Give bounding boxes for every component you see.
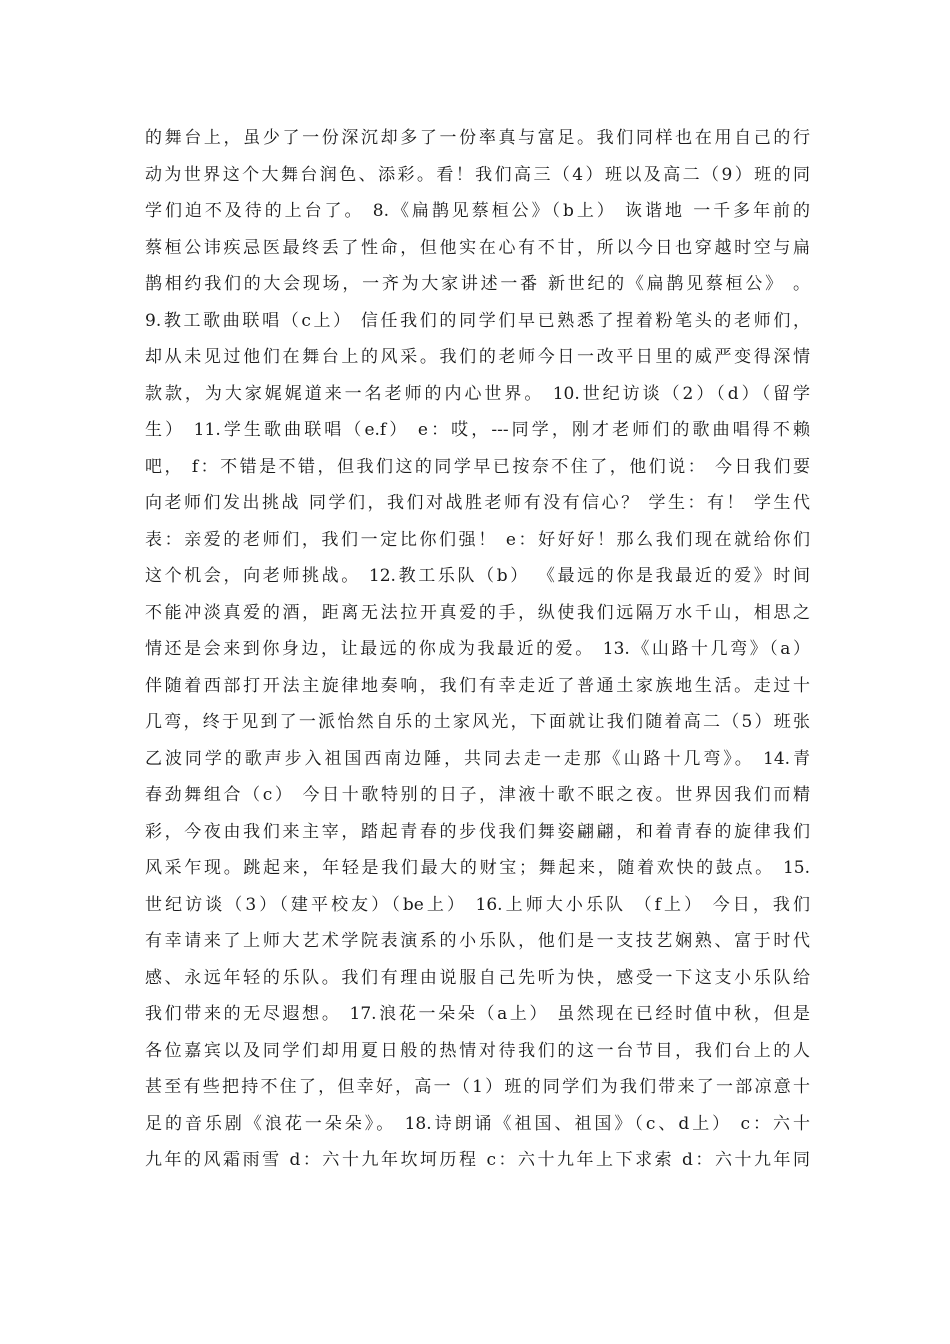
text-line: 蔡桓公讳疾忌医最终丢了性命，但他实在心有不甘，所以今日也穿越时空与扁: [145, 237, 810, 258]
text-line: 款款，为大家娓娓道来一名老师的内心世界。 10.世纪访谈（2）（d）（留学: [145, 383, 810, 404]
text-line: 的舞台上，虽少了一份深沉却多了一份率真与富足。我们同样也在用自己的行: [145, 128, 810, 148]
text-line: 世纪访谈（3）（建平校友）（be上） 16.上师大小乐队 （f上） 今日，我们: [145, 894, 810, 915]
text-line: 伴随着西部打开法主旋律地奏响，我们有幸走近了普通土家族地生活。走过十: [145, 675, 810, 696]
text-line: 春劲舞组合（c） 今日十歌特别的日子，津液十歌不眠之夜。世界因我们而精: [145, 785, 810, 805]
text-line: 感、永远年轻的乐队。我们有理由说服自己先听为快，感受一下这支小乐队给: [145, 967, 810, 988]
text-line: 吧， f：不错是不错，但我们这的同学早已按奈不住了，他们说： 今日我们要: [145, 456, 810, 477]
text-line: 表：亲爱的老师们，我们一定比你们强！ e：好好好！那么我们现在就给你们: [145, 529, 810, 550]
text-line: 乙波同学的歌声步入祖国西南边陲，共同去走一走那《山路十几弯》。 14.青: [145, 748, 810, 769]
text-line: 甚至有些把持不住了，但幸好，高一（1）班的同学们为我们带来了一部凉意十: [145, 1077, 810, 1097]
text-line: 各位嘉宾以及同学们却用夏日般的热情对待我们的这一台节目，我们台上的人: [145, 1040, 810, 1061]
text-line: 9.教工歌曲联唱（c上） 信任我们的同学们早已熟悉了捏着粉笔头的老师们，: [145, 310, 810, 331]
text-line: 九年的风霜雨雪 d：六十九年坎坷历程 c：六十九年上下求索 d：六十九年同: [145, 1150, 810, 1170]
text-line: 有幸请来了上师大艺术学院表演系的小乐队，他们是一支技艺娴熟、富于时代: [145, 931, 810, 951]
text-line: 彩，今夜由我们来主宰，踏起青春的步伐我们舞姿翩翩，和着青春的旋律我们: [145, 821, 810, 842]
text-line: 鹊相约我们的大会现场，一齐为大家讲述一番 新世纪的《扁鹊见蔡桓公》 。: [145, 274, 810, 294]
text-line: 几弯，终于见到了一派怡然自乐的土家风光，下面就让我们随着高二（5）班张: [145, 712, 810, 732]
text-line: 学们迫不及待的上台了。 8.《扁鹊见蔡桓公》（b上） 诙谐地 一千多年前的: [145, 201, 810, 221]
text-line: 不能冲淡真爱的酒，距离无法拉开真爱的手，纵使我们远隔万水千山，相思之: [145, 602, 810, 623]
text-line: 生） 11.学生歌曲联唱（e.f） e：哎，---同学，刚才老师们的歌曲唱得不赖: [145, 420, 810, 440]
text-line: 向老师们发出挑战 同学们，我们对战胜老师有没有信心？ 学生：有！ 学生代: [145, 493, 810, 513]
text-line: 却从未见过他们在舞台上的风采。我们的老师今日一改平日里的威严变得深情: [145, 347, 810, 367]
text-line: 风采乍现。跳起来，年轻是我们最大的财宝；舞起来，随着欢快的鼓点。 15.: [145, 858, 810, 878]
text-line: 情还是会来到你身边，让最远的你成为我最近的爱。 13.《山路十几弯》（a）: [145, 639, 810, 659]
text-line: 足的音乐剧《浪花一朵朵》。 18.诗朗诵《祖国、祖国》（c、d上） c：六十: [145, 1113, 810, 1134]
text-line: 我们带来的无尽遐想。 17.浪花一朵朵（a上） 虽然现在已经时值中秋，但是: [145, 1004, 810, 1024]
body-text: [145, 120, 810, 1179]
text-line: 这个机会，向老师挑战。 12.教工乐队（b） 《最远的你是我最近的爱》时间: [145, 566, 810, 586]
text-line: 动为世界这个大舞台润色、添彩。看！我们高三（4）班以及高二（9）班的同: [145, 164, 810, 185]
